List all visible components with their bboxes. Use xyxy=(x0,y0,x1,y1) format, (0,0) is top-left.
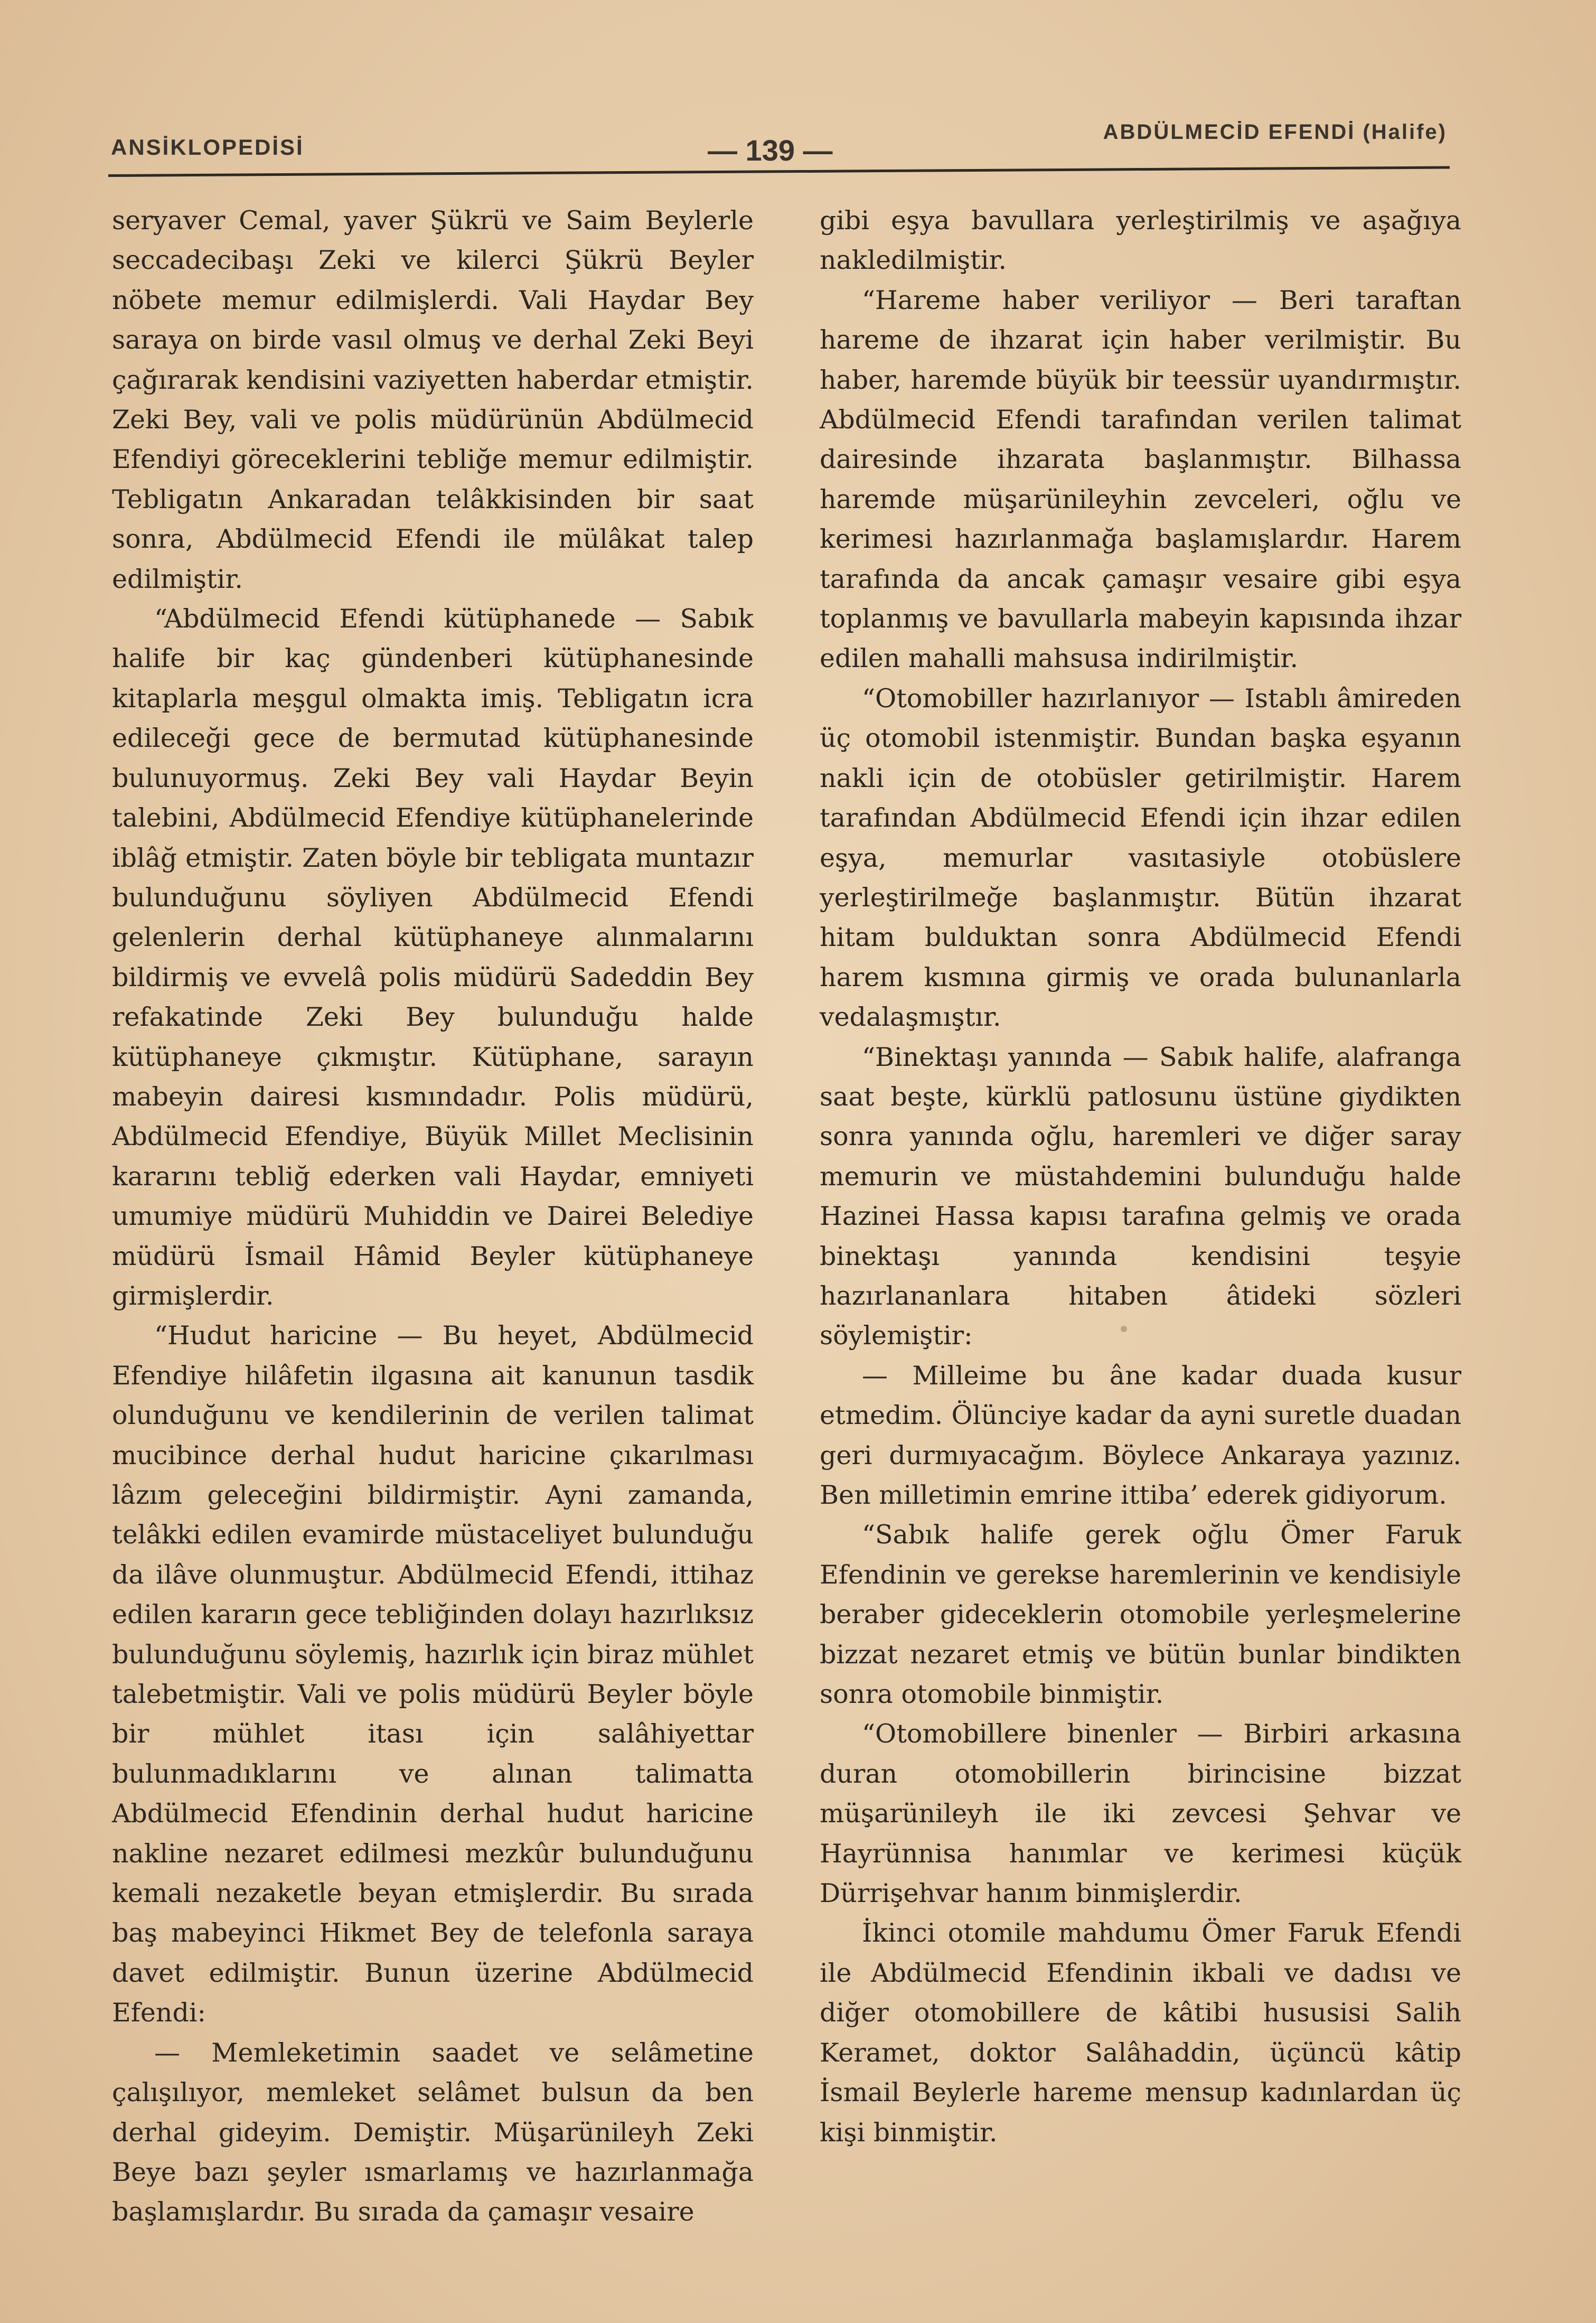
paragraph: “Sabık halife gerek oğlu Ömer Faruk Efendinin ve gerekse haremlerinin ve kendisiyle beraber gideceklerin otomobile yerleşmelerine bizzat nezaret etmiş ve bütün bunlar bindikten sonra otomobile binmiştir. xyxy=(820,1520,1461,1710)
paragraph: — Milleime bu âne kadar duada kusur etmedim. Ölünciye kadar da ayni suretle duadan geri durmıyacağım. Böylece Ankaraya yazınız. Ben milletimin emrine ittiba’ ederek gidiyorum. xyxy=(820,1360,1461,1510)
paragraph: seryaver Cemal, yaver Şükrü ve Saim Beylerle seccadecibaşı Zeki ve kilerci Şükrü Beyler nöbete memur edilmişlerdi. Vali Haydar Bey saraya on birde vasıl olmuş ve derhal Zeki Beyi çağırarak kendisini vaziyetten haberdar etmiştir. Zeki Bey, vali ve polis müdürünün Abdülmecid Efendiyi göreceklerini tebliğe memur edilmiştir. Tebligatın Ankaradan telâkkisinden bir saat sonra, Abdülmecid Efendi ile mülâkat talep edilmiştir. xyxy=(112,205,754,594)
paragraph: — Memleketimin saadet ve selâmetine çalışılıyor, memleket selâmet bulsun da ben derhal gideyim. Demiştir. Müşarünileyh Zeki Beye bazı şeyler ısmarlamış ve hazırlanmağa başlamışlardır. Bu sırada da çamaşır vesaire xyxy=(112,2037,754,2227)
header-left-title: ANSİKLOPEDİSİ xyxy=(111,135,304,160)
paragraph: “Hareme haber veriliyor — Beri taraftan hareme de ihzarat için haber verilmiştir. Bu haber, haremde büyük bir teessür uyandırmıştır. Abdülmecid Efendi tarafından verilen talimat dairesinde ihzarata başlanmıştır. Bilhassa haremde müşarünileyhin zevceleri, oğlu ve kerimesi hazırlanmağa başlamışlardır. Harem tarafında da ancak çamaşır vesaire gibi eşya toplanmış ve bavullarla mabeyin kapısında ihzar edilen mahalli mahsusa indirilmiştir. xyxy=(820,285,1461,674)
paragraph: “Otomobiller hazırlanıyor — Istablı âmireden üç otomobil istenmiştir. Bundan başka eşyanın nakli için de otobüsler getirilmiştir. Harem tarafından Abdülmecid Efendi için ihzar edilen eşya, memurlar vasıtasiyle otobüslere yerleştirilmeğe başlanmıştır. Bütün ihzarat hitam bulduktan sonra Abdülmecid Efendi harem kısmına girmiş ve orada bulunanlarla vedalaşmıştır. xyxy=(820,683,1461,1033)
paragraph: “Hudut haricine — Bu heyet, Abdülmecid Efendiye hilâfetin ilgasına ait kanunun tasdik olunduğunu ve kendilerinin de verilen talimat mucibince derhal hudut haricine çıkarılması lâzım geleceğini bildirmiştir. Ayni zamanda, telâkki edilen evamirde müstaceliyet bulunduğu da ilâve olunmuştur. Abdülmecid Efendi, ittihaz edilen kararın gece tebliğinden dolayı hazırlıksız bulunduğunu söylemiş, hazırlık için biraz mühlet talebetmiştir. Vali ve polis müdürü Beyler böyle bir mühlet itası için salâhiyettar bulunmadıklarını ve alınan talimatta Abdülmecid Efendinin derhal hudut haricine nakline nezaret edilmesi mezkûr bulunduğunu kemali nezaketle beyan etmişlerdir. Bu sırada baş mabeyinci Hikmet Bey de telefonla saraya davet edilmiştir. Bunun üzerine Abdülmecid Efendi: xyxy=(112,1320,754,2028)
paragraph: “Binektaşı yanında — Sabık halife, alafranga saat beşte, kürklü patlosunu üstüne giydikten sonra yanında oğlu, haremleri ve diğer saray memurin ve müstahdemini bulunduğu halde Hazinei Hassa kapısı tarafına gelmiş ve orada binektaşı yanında kendisini teşyie hazırlananlara hitaben âtideki sözleri söylemiştir: xyxy=(820,1042,1461,1351)
left-column xyxy=(112,201,754,2232)
ink-spot xyxy=(1121,1326,1127,1332)
page-number: — 139 — xyxy=(708,134,833,167)
paragraph: İkinci otomile mahdumu Ömer Faruk Efendi ile Abdülmecid Efendinin ikbali ve dadısı ve diğer otomobillere de kâtibi hususisi Salih Keramet, doktor Salâhaddin, üçüncü kâtip İsmail Beylerle hareme mensup kadınlardan üç kişi binmiştir. xyxy=(820,1918,1461,2148)
paragraph: gibi eşya bavullara yerleştirilmiş ve aşağıya nakledilmiştir. xyxy=(820,205,1461,276)
header-right-title: ABDÜLMECİD EFENDİ (Halife) xyxy=(1103,120,1447,144)
running-header xyxy=(111,111,1447,167)
right-column xyxy=(820,201,1461,2152)
paragraph: “Abdülmecid Efendi kütüphanede — Sabık halife bir kaç gündenberi kütüphanesinde kitaplarla meşgul olmakta imiş. Tebligatın icra edileceği gece de bermutad kütüphanesinde bulunuyormuş. Zeki Bey vali Haydar Beyin talebini, Abdülmecid Efendiye kütüphanelerinde iblâğ etmiştir. Zaten böyle bir tebligata muntazır bulunduğunu söyliyen Abdülmecid Efendi gelenlerin derhal kütüphaneye alınmalarını bildirmiş ve evvelâ polis müdürü Sadeddin Bey refakatinde Zeki Bey bulunduğu halde kütüphaneye çıkmıştır. Kütüphane, sarayın mabeyin dairesi kısmındadır. Polis müdürü, Abdülmecid Efendiye, Büyük Millet Meclisinin kararını tebliğ ederken vali Haydar, emniyeti umumiye müdürü Muhiddin ve Dairei Belediye müdürü İsmail Hâmid Beyler kütüphaneye girmişlerdir. xyxy=(112,604,754,1311)
paragraph: “Otomobillere binenler — Birbiri arkasına duran otomobillerin birincisine bizzat müşarünileyh ile iki zevcesi Şehvar ve Hayrünnisa hanımlar ve kerimesi küçük Dürrişehvar hanım binmişlerdir. xyxy=(820,1719,1461,1909)
header-rule xyxy=(108,166,1450,177)
